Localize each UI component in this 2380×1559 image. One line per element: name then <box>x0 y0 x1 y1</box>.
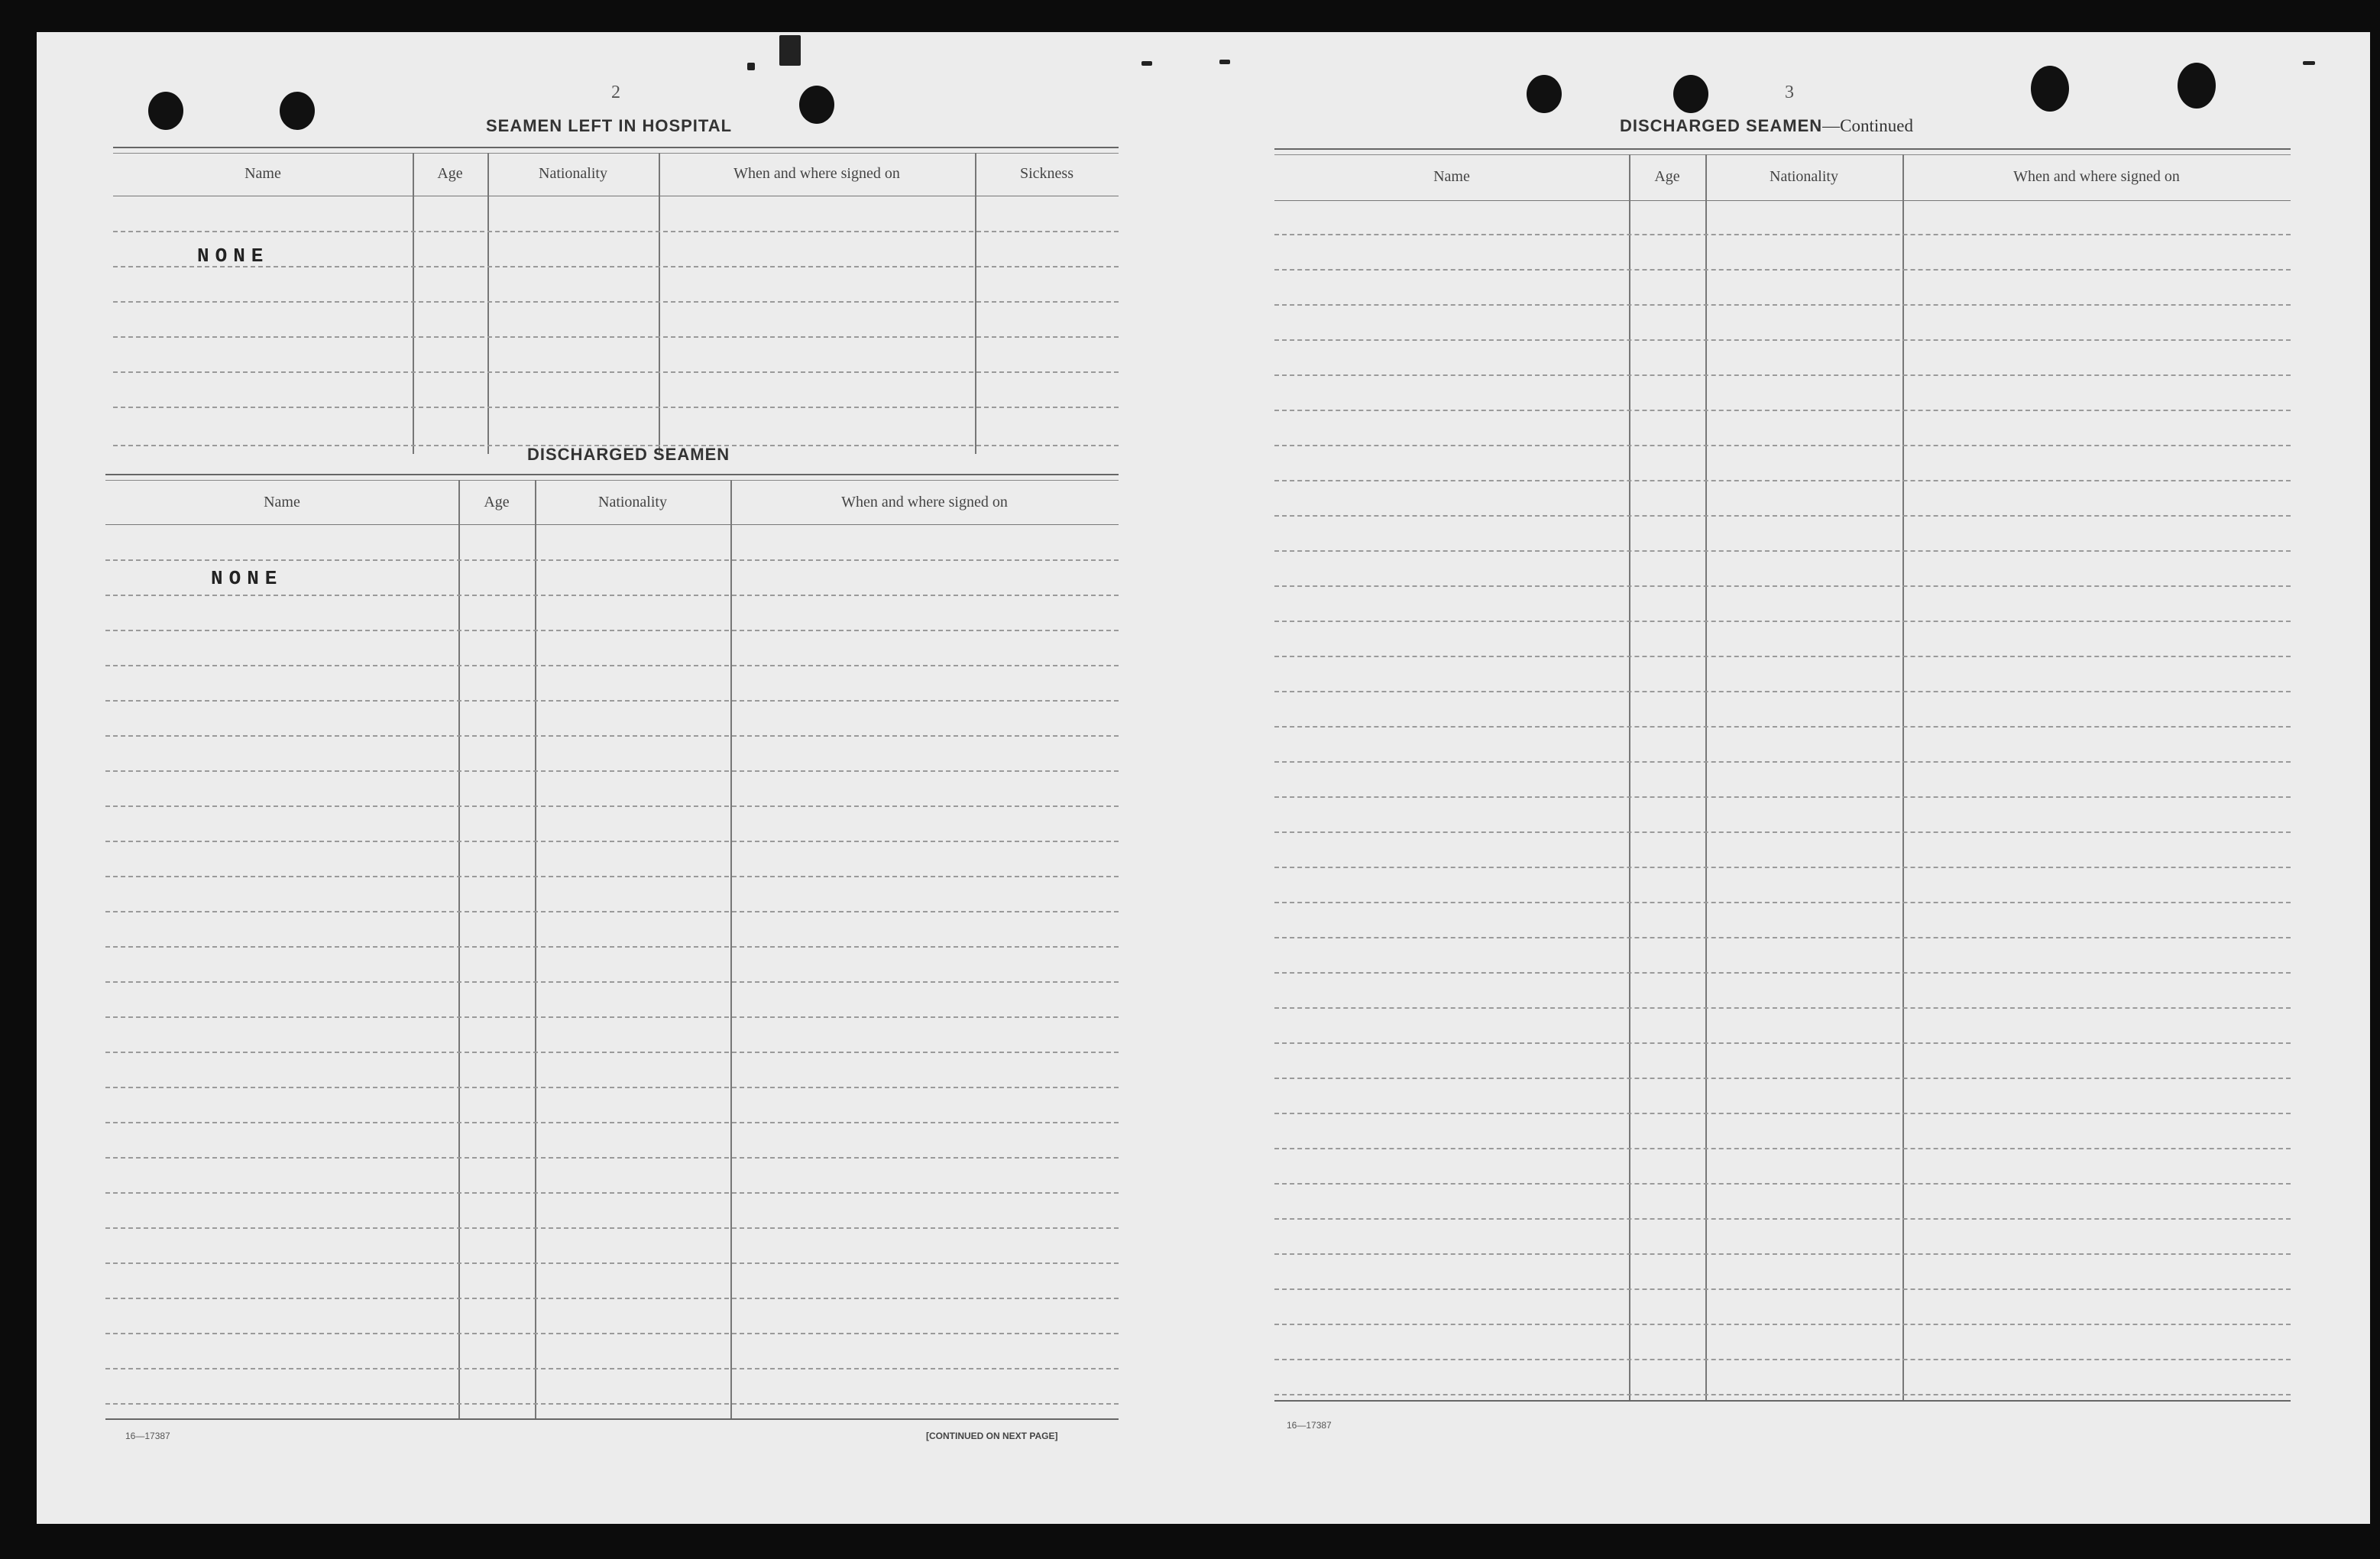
col-header-signed-on: When and where signed on <box>841 494 1008 510</box>
ruled-row <box>105 946 1119 948</box>
ruled-row <box>1274 867 2291 868</box>
discharged-table-right <box>1274 148 2291 1447</box>
ruled-row <box>1274 761 2291 763</box>
ruled-row <box>105 1052 1119 1053</box>
ruled-row <box>1274 1007 2291 1009</box>
ruled-row <box>1274 691 2291 692</box>
ruled-row <box>1274 269 2291 271</box>
ruled-row <box>1274 656 2291 657</box>
ruled-row <box>105 1192 1119 1194</box>
ruled-row <box>105 1122 1119 1123</box>
continued-note: [CONTINUED ON NEXT PAGE] <box>926 1431 1058 1441</box>
ruled-row <box>105 770 1119 772</box>
ruled-row <box>105 1262 1119 1264</box>
ruled-row <box>1274 445 2291 446</box>
ruled-row <box>1274 1253 2291 1255</box>
ruled-row <box>1274 1042 2291 1044</box>
col-header-signed-on: When and where signed on <box>2013 168 2180 185</box>
ruled-row <box>105 805 1119 807</box>
col-header-age: Age <box>484 494 510 510</box>
discharged-continued-title <box>1620 116 1913 136</box>
ruled-row <box>105 841 1119 842</box>
ink-mark <box>2303 61 2315 65</box>
form-number: 16—17387 <box>125 1431 170 1441</box>
ruled-row <box>1274 1148 2291 1149</box>
ruled-row <box>1274 374 2291 376</box>
ruled-row <box>1274 339 2291 341</box>
ruled-row <box>1274 1113 2291 1114</box>
ruled-row <box>105 1016 1119 1018</box>
ruled-row <box>105 735 1119 737</box>
ruled-row <box>105 1227 1119 1229</box>
ruled-row <box>105 911 1119 912</box>
ruled-row <box>105 1087 1119 1088</box>
punch-hole <box>2178 63 2216 109</box>
ruled-row <box>105 559 1119 561</box>
ruled-row <box>1274 1078 2291 1079</box>
ruled-row <box>105 700 1119 702</box>
page-number: 2 <box>611 83 620 102</box>
title-continued: —Continued <box>1822 116 1913 135</box>
ruled-row <box>105 1403 1119 1405</box>
ruled-row <box>105 1333 1119 1334</box>
ruled-row <box>1274 585 2291 587</box>
ink-mark <box>1219 60 1230 64</box>
ink-mark <box>747 63 755 70</box>
ruled-row <box>1274 726 2291 728</box>
ruled-row <box>105 595 1119 596</box>
discharged-entry: NONE <box>211 567 283 590</box>
ruled-row <box>105 1298 1119 1299</box>
ruled-row <box>105 665 1119 666</box>
ruled-row <box>105 1368 1119 1369</box>
ruled-row <box>1274 304 2291 306</box>
punch-hole <box>148 92 183 130</box>
title-main: DISCHARGED SEAMEN <box>1620 116 1823 135</box>
col-header-age: Age <box>1654 168 1680 185</box>
col-header-name: Name <box>1433 168 1470 185</box>
ruled-row <box>1274 972 2291 974</box>
ruled-row <box>105 876 1119 877</box>
ruled-row <box>1274 831 2291 833</box>
ruled-row <box>1274 1394 2291 1395</box>
ruled-row <box>1274 1288 2291 1290</box>
col-header-nationality: Nationality <box>598 494 667 510</box>
ledger-sheet <box>37 32 2370 1524</box>
ink-mark <box>1141 61 1152 66</box>
ruled-row <box>1274 621 2291 622</box>
col-header-nationality: Nationality <box>1770 168 1838 185</box>
ruled-row <box>1274 410 2291 411</box>
ruled-row <box>1274 796 2291 798</box>
col-header-sickness: Sickness <box>1020 165 1073 182</box>
ruled-row <box>1274 902 2291 903</box>
ruled-row <box>105 630 1119 631</box>
col-header-name: Name <box>264 494 300 510</box>
punch-hole <box>280 92 315 130</box>
ruled-row <box>1274 480 2291 481</box>
ruled-row <box>105 981 1119 983</box>
hospital-section-title: SEAMEN LEFT IN HOSPITAL <box>486 116 733 135</box>
discharged-section-title: DISCHARGED SEAMEN <box>527 445 730 464</box>
col-header-signed-on: When and where signed on <box>733 165 900 182</box>
ruled-row <box>1274 234 2291 235</box>
punch-hole <box>799 86 834 124</box>
page-number: 3 <box>1785 83 1794 102</box>
ruled-row <box>1274 515 2291 517</box>
col-header-name: Name <box>244 165 281 182</box>
ruled-row <box>1274 937 2291 938</box>
ruled-row <box>1274 1183 2291 1185</box>
punch-hole <box>1527 75 1562 113</box>
discharged-table-left <box>105 474 1119 1452</box>
ruled-row <box>1274 1218 2291 1220</box>
ruled-row <box>105 1157 1119 1159</box>
form-number: 16—17387 <box>1287 1420 1332 1431</box>
col-header-age: Age <box>437 165 463 182</box>
ink-mark <box>779 35 801 66</box>
col-header-nationality: Nationality <box>539 165 607 182</box>
hospital-entry: NONE <box>197 245 270 267</box>
ruled-row <box>1274 550 2291 552</box>
ruled-row <box>1274 1359 2291 1360</box>
ruled-row <box>1274 1324 2291 1325</box>
punch-hole <box>2031 66 2069 112</box>
punch-hole <box>1673 75 1708 113</box>
hospital-table <box>113 147 1119 452</box>
